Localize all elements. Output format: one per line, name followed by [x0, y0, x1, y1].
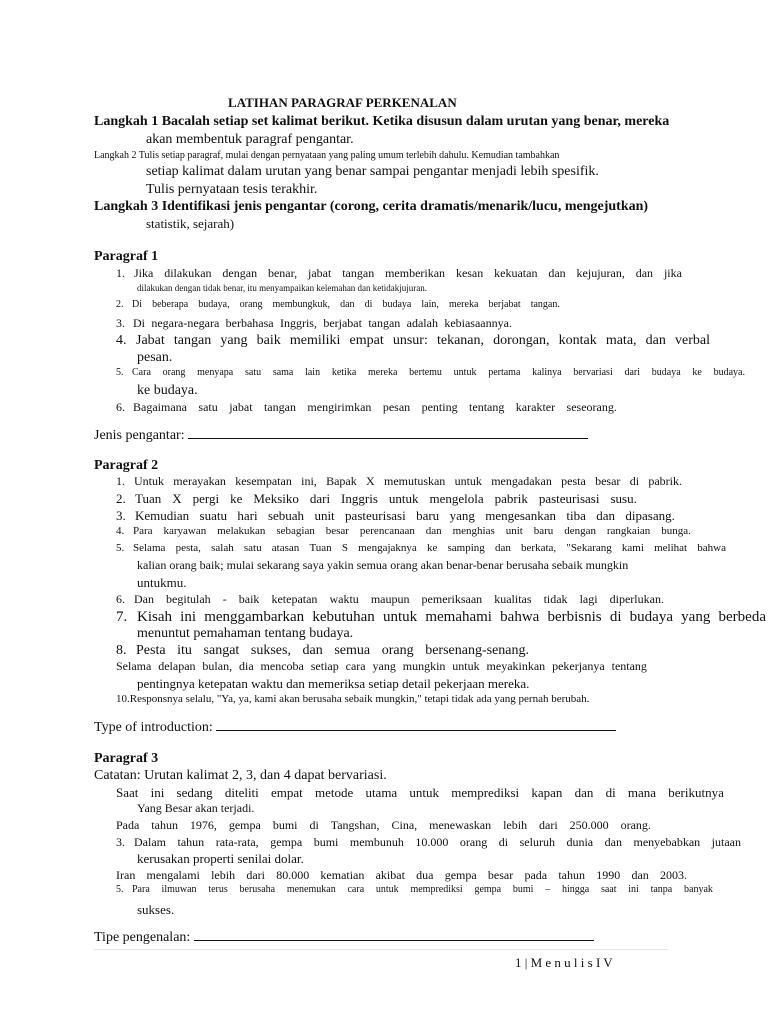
p2-item-5-continuation-2: untukmu.	[137, 575, 187, 590]
p1-item-1: Jika dilakukan dengan benar, jabat tangan memberikan kesan kekuatan dan kejujuran, dan jika	[134, 266, 682, 280]
p2-item-6-number: 6.	[116, 592, 125, 606]
p1-item-4: Jabat tangan yang baik memiliki empat unsur: tekanan, dorongan, kontak mata, dan verbal	[136, 333, 710, 348]
p3-item-3-continuation: kerusakan properti senilai dolar.	[137, 851, 304, 866]
p2-answer-line	[94, 718, 616, 735]
paragraph-3-heading: Paragraf 3	[94, 751, 159, 766]
p1-item-2: Di beberapa budaya, orang membungkuk, dan di budaya lain, mereka berjabat tangan.	[132, 299, 560, 310]
p1-item-1-number: 1.	[116, 266, 125, 280]
p3-item-3-number: 3.	[116, 835, 125, 849]
p1-item-3-number: 3.	[116, 316, 125, 330]
p1-item-5-number: 5.	[116, 367, 124, 378]
p1-item-3: Di negara-negara berbahasa Inggris, berjabat tangan adalah kebiasaannya.	[133, 316, 512, 330]
footer-divider	[94, 949, 668, 950]
p1-answer-label: Jenis pengantar:	[94, 428, 189, 443]
p1-item-5: Cara orang menyapa satu sama lain ketika mereka bertemu untuk pertama kalinya bervariasi dari budaya ke budaya.	[132, 367, 745, 378]
p3-item-5-number: 5.	[116, 884, 124, 895]
p2-item-4: Para karyawan melakukan sebagian besar perencanaan dan menghias unit baru dengan rangkaian bunga.	[133, 525, 691, 537]
p2-item-8-number: 8.	[116, 643, 127, 658]
p3-item-4: Iran mengalami lebih dari 80.000 kematian akibat dua gempa besar pada tahun 1990 dan 2003.	[116, 868, 687, 882]
p2-item-9-continuation: pentingnya ketepatan waktu dan memeriksa setiap detail pekerjaan mereka.	[137, 676, 530, 691]
p1-item-4-continuation: pesan.	[137, 350, 173, 365]
page-title: LATIHAN PARAGRAF PERKENALAN	[228, 95, 457, 110]
p2-item-2: Tuan X pergi ke Meksiko dari Inggris untuk mengelola pabrik pasteurisasi susu.	[135, 491, 637, 506]
p3-answer-label: Tipe pengenalan:	[94, 930, 194, 945]
p3-item-1-continuation: Yang Besar akan terjadi.	[137, 801, 255, 815]
step-2-line-1: Langkah 2 Tulis setiap paragraf, mulai dengan pernyataan yang paling umum terlebih dahulu. Kemudian tambahkan	[94, 150, 560, 161]
p3-item-5: Para ilmuwan terus berusaha menemukan cara untuk memprediksi gempa bumi – hingga saat ini tanpa banyak	[132, 884, 713, 895]
p2-item-2-number: 2.	[116, 491, 126, 506]
p3-answer-line	[94, 928, 594, 945]
p2-item-7-number: 7.	[116, 609, 128, 625]
p3-note: Catatan: Urutan kalimat 2, 3, dan 4 dapat bervariasi.	[94, 768, 387, 783]
step-2-line-3: Tulis pernyataan tesis terakhir.	[146, 182, 318, 197]
p3-item-2: Pada tahun 1976, gempa bumi di Tangshan, Cina, menewaskan lebih dari 250.000 orang.	[116, 818, 651, 832]
p2-item-1-number: 1.	[116, 474, 125, 488]
p3-item-5-continuation: sukses.	[137, 902, 175, 917]
step-3-line-1: Langkah 3 Identifikasi jenis pengantar (corong, cerita dramatis/menarik/lucu, mengejutkan)	[94, 199, 649, 214]
p3-answer-blank[interactable]	[194, 928, 594, 941]
p2-item-6: Dan begitulah - baik ketepatan waktu maupun pemeriksaan kualitas tidak lagi diperlukan.	[134, 592, 664, 606]
p2-item-5-continuation-1: kalian orang baik; mulai sekarang saya yakin semua orang akan benar-benar berusaha sebaik mungkin	[137, 558, 629, 572]
p2-item-3-number: 3.	[116, 508, 126, 523]
p2-item-8: Pesta itu sangat sukses, dan semua orang bersenang-senang.	[136, 643, 529, 658]
p2-item-4-number: 4.	[116, 525, 125, 537]
page-footer: 1 | M e n u l i s I V	[515, 955, 613, 970]
p2-item-9: Selama delapan bulan, dia mencoba setiap cara yang mungkin untuk meyakinkan pekerjanya tentang	[116, 659, 647, 673]
p2-item-10: 10.Responsnya selalu, "Ya, ya, kami akan berusaha sebaik mungkin," tetapi tidak ada yang pernah berubah.	[116, 693, 590, 705]
p1-item-1-continuation: dilakukan dengan tidak benar, itu menyampaikan kelemahan dan ketidakjujuran.	[137, 283, 428, 293]
p1-answer-blank[interactable]	[188, 426, 588, 439]
step-2-line-2: setiap kalimat dalam urutan yang benar sampai pengantar menjadi lebih spesifik.	[146, 164, 599, 179]
p2-item-5-number: 5.	[116, 542, 125, 554]
p1-answer-line	[94, 426, 588, 443]
paragraph-2-heading: Paragraf 2	[94, 458, 159, 473]
p1-item-6: Bagaimana satu jabat tangan mengirimkan pesan penting tentang karakter seseorang.	[133, 400, 617, 414]
step-1-line-2: akan membentuk paragraf pengantar.	[146, 132, 354, 147]
p1-item-2-number: 2.	[116, 299, 124, 310]
p2-item-1: Untuk merayakan kesempatan ini, Bapak X memutuskan untuk mengadakan pesta besar di pabrik.	[134, 474, 682, 488]
p2-item-3: Kemudian suatu hari sebuah unit pasteurisasi baru yang mengesankan tiba dan dipasang.	[135, 508, 675, 523]
p3-item-3: Dalam tahun rata-rata, gempa bumi membunuh 10.000 orang di seluruh dunia dan menyebabkan jutaan	[134, 835, 741, 849]
paragraph-1-heading: Paragraf 1	[94, 249, 159, 264]
step-1-line-1: Langkah 1 Bacalah setiap set kalimat berikut. Ketika disusun dalam urutan yang benar, mereka	[94, 114, 670, 129]
p2-item-5: Selama pesta, salah satu atasan Tuan S mengajaknya ke samping dan berkata, "Sekarang kami melihat bahwa	[133, 542, 726, 554]
p2-answer-label: Type of introduction:	[94, 720, 217, 735]
p3-item-1: Saat ini sedang diteliti empat metode utama untuk memprediksi kapan dan di mana berikutnya	[116, 785, 724, 800]
p1-item-6-number: 6.	[116, 400, 125, 414]
p1-item-5-continuation: ke budaya.	[137, 383, 198, 398]
step-3-line-2: statistik, sejarah)	[146, 216, 235, 231]
p2-answer-blank[interactable]	[216, 718, 616, 731]
p2-item-7: Kisah ini menggambarkan kebutuhan untuk memahami bahwa berbisnis di budaya yang berbeda	[137, 609, 766, 625]
p2-item-7-continuation: menuntut pemahaman tentang budaya.	[137, 626, 354, 641]
p1-item-4-number: 4.	[116, 333, 127, 348]
